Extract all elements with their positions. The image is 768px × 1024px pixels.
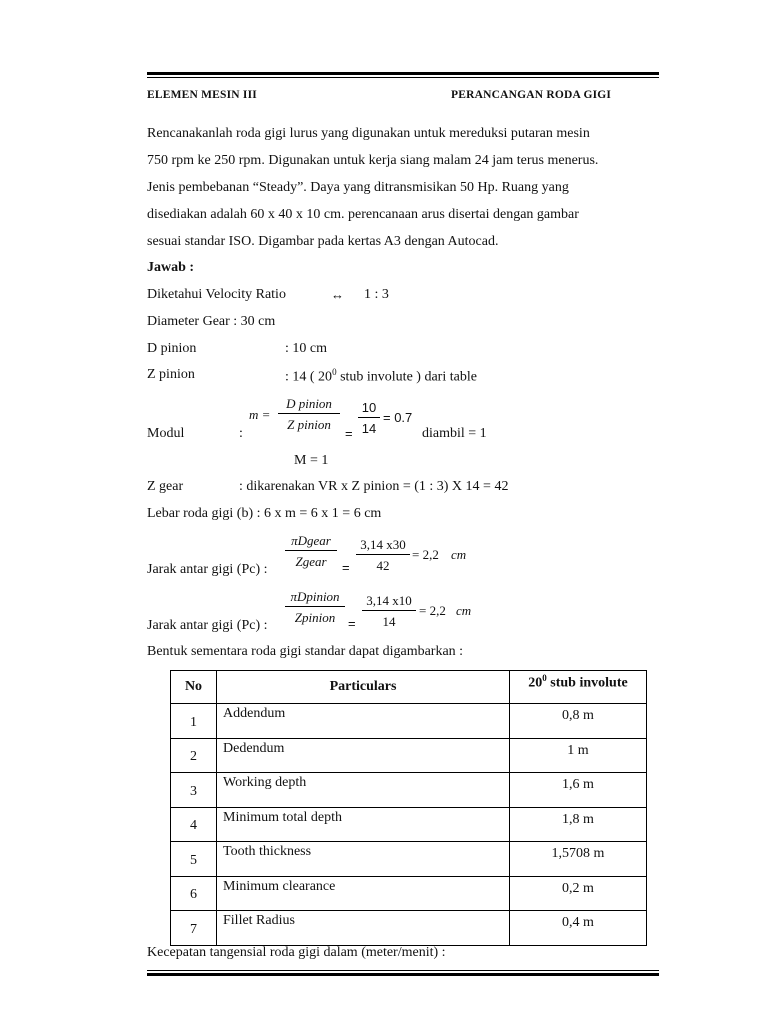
jarak1-label: Jarak antar gigi (Pc) : xyxy=(147,562,268,577)
jarak1-result: = 2,2 xyxy=(412,547,439,562)
cell-value: 0,4 m xyxy=(510,911,647,946)
cell-particular: Dedendum xyxy=(217,738,510,773)
double-arrow-icon: ↔ xyxy=(331,287,344,302)
problem-line-5: sesuai standar ISO. Digambar pada kertas A3 dengan Autocad. xyxy=(147,234,499,249)
table-row xyxy=(171,704,647,739)
z-pinion-label: Z pinion xyxy=(147,367,195,382)
cell-value: 0,8 m xyxy=(510,704,647,739)
modul-fraction xyxy=(278,397,340,431)
modul-m-equals: m = xyxy=(249,407,271,422)
z-gear-value: : dikarenakan VR x Z pinion = (1 : 3) X 14 = 42 xyxy=(239,479,509,494)
header-left: ELEMEN MESIN III xyxy=(147,89,257,101)
jarak2-denominator: Zpinion xyxy=(285,606,345,624)
jarak1-fraction xyxy=(285,534,337,568)
problem-line-2: 750 rpm ke 250 rpm. Digunakan untuk kerja siang malam 24 jam terus menerus. xyxy=(147,153,599,168)
jarak2-result: = 2,2 xyxy=(419,603,446,618)
jarak1-numerator-2: 3,14 x30 xyxy=(360,537,406,552)
cell-particular: Working depth xyxy=(217,773,510,808)
modul-M: M = 1 xyxy=(294,453,329,468)
col-header-no: No xyxy=(171,671,217,704)
lebar-roda-gigi: Lebar roda gigi (b) : 6 x m = 6 x 1 = 6 cm xyxy=(147,506,382,521)
cell-particular: Minimum total depth xyxy=(217,807,510,842)
jarak2-eq: = xyxy=(348,616,356,631)
modul-label: Modul xyxy=(147,426,185,441)
cell-no: 6 xyxy=(171,876,217,911)
table-header-row xyxy=(171,671,647,704)
cell-value: 1,6 m xyxy=(510,773,647,808)
velocity-ratio-value: 1 : 3 xyxy=(364,287,389,302)
bentuk-sementara: Bentuk sementara roda gigi standar dapat digambarkan : xyxy=(147,644,464,659)
cell-particular: Fillet Radius xyxy=(217,911,510,946)
modul-numerator-2: 10 xyxy=(361,400,377,415)
problem-line-4: disediakan adalah 60 x 40 x 10 cm. perencanaan arus disertai dengan gambar xyxy=(147,207,579,222)
bottom-rule-thin xyxy=(147,970,659,971)
cell-no: 3 xyxy=(171,773,217,808)
d-pinion-label: D pinion xyxy=(147,341,197,356)
z-gear-label: Z gear xyxy=(147,479,184,494)
modul-denominator: Z pinion xyxy=(278,413,340,431)
z-pinion-value: : 14 ( $20^0$ stub involute ) dari table xyxy=(285,367,477,385)
cell-particular: Tooth thickness xyxy=(217,842,510,877)
problem-line-3: Jenis pembebanan “Steady”. Daya yang ditransmisikan 50 Hp. Ruang yang xyxy=(147,180,569,195)
jarak2-numerator: πDpinion xyxy=(290,589,340,604)
d-pinion-value: : 10 cm xyxy=(285,341,327,356)
cell-value: 0,2 m xyxy=(510,876,647,911)
kecepatan-tangensial: Kecepatan tangensial roda gigi dalam (meter/menit) : xyxy=(147,945,446,960)
top-rule-thick xyxy=(147,72,659,75)
cell-particular: Minimum clearance xyxy=(217,876,510,911)
modul-numerator: D pinion xyxy=(286,396,332,411)
cell-no: 2 xyxy=(171,738,217,773)
jarak2-fraction xyxy=(285,590,345,624)
jarak1-unit: cm xyxy=(451,547,467,562)
cell-no: 1 xyxy=(171,704,217,739)
jarak2-numerator-2: 3,14 x10 xyxy=(366,593,412,608)
cell-no: 7 xyxy=(171,911,217,946)
col-header-particulars: Particulars xyxy=(217,671,510,704)
jarak2-denominator-2: 14 xyxy=(362,610,416,628)
problem-line-1: Rencanakanlah roda gigi lurus yang digunakan untuk mereduksi putaran mesin xyxy=(147,126,590,141)
table-row xyxy=(171,876,647,911)
gear-spec-table xyxy=(170,670,647,946)
jarak1-fraction-2 xyxy=(356,538,410,572)
jarak1-denominator: Zgear xyxy=(285,550,337,568)
modul-colon: : xyxy=(239,426,243,441)
col-header-value: $20^0$ stub involute xyxy=(510,671,647,704)
jarak1-denominator-2: 42 xyxy=(356,554,410,572)
table-row xyxy=(171,773,647,808)
table-row xyxy=(171,738,647,773)
bottom-rule-thick xyxy=(147,973,659,976)
jarak1-eq: = xyxy=(342,560,350,575)
modul-eq: = xyxy=(345,426,353,441)
jarak2-fraction-2 xyxy=(362,594,416,628)
cell-value: 1,5708 m xyxy=(510,842,647,877)
jarak2-unit: cm xyxy=(456,603,472,618)
table-row xyxy=(171,807,647,842)
cell-value: 1 m xyxy=(510,738,647,773)
header-right: PERANCANGAN RODA GIGI xyxy=(451,89,612,101)
jawab-heading: Jawab : xyxy=(147,260,195,275)
jarak2-label: Jarak antar gigi (Pc) : xyxy=(147,618,268,633)
cell-particular: Addendum xyxy=(217,704,510,739)
modul-fraction-2 xyxy=(358,401,380,435)
top-rule-thin xyxy=(147,77,659,78)
diameter-gear: Diameter Gear : 30 cm xyxy=(147,314,276,329)
table-row xyxy=(171,842,647,877)
cell-value: 1,8 m xyxy=(510,807,647,842)
modul-diambil: diambil = 1 xyxy=(422,426,487,441)
cell-no: 5 xyxy=(171,842,217,877)
modul-result: = 0.7 xyxy=(383,410,413,425)
modul-denominator-2: 14 xyxy=(358,417,380,435)
jarak1-numerator: πDgear xyxy=(291,533,331,548)
cell-no: 4 xyxy=(171,807,217,842)
table-row xyxy=(171,911,647,946)
velocity-ratio-label: Diketahui Velocity Ratio xyxy=(147,287,286,302)
